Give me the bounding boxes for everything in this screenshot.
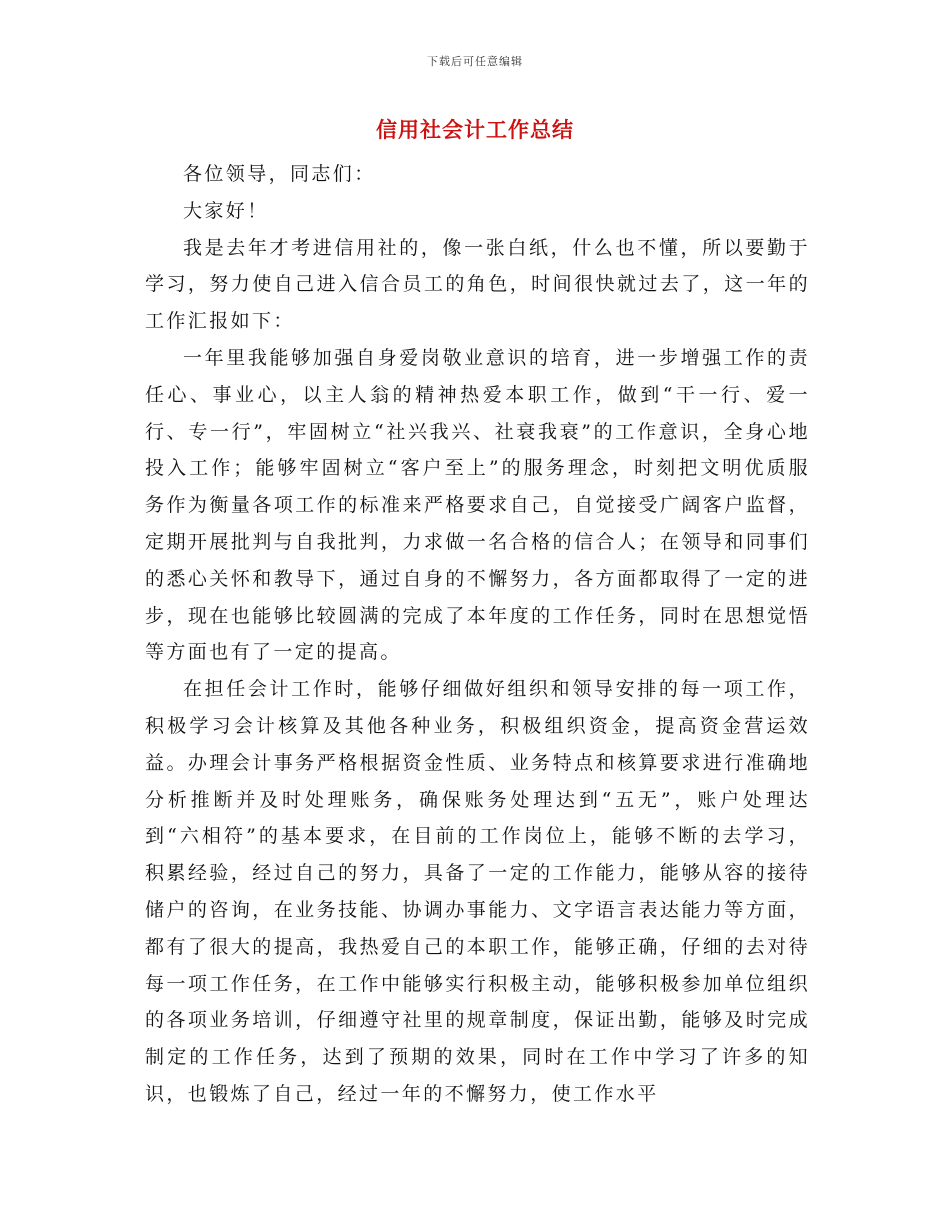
paragraph-intro: 我是去年才考进信用社的，像一张白纸，什么也不懂，所以要勤于学习，努力使自己进入信合员工的角色，时间很快就过去了，这一年的工作汇报如下： bbox=[145, 236, 810, 333]
paragraph-salutation: 各位领导，同志们： bbox=[183, 163, 376, 185]
paragraph-accounting-work: 在担任会计工作时，能够仔细做好组织和领导安排的每一项工作，积极学习会计核算及其他各种业务，积极组织资金，提高资金营运效益。办理会计事务严格根据资金性质、业务特点和核算要求进行准确地分析推断并及时处理账务，确保账务处理达到“五无”，账户处理达到“六相符”的基本要求，在目前的工作岗位上，能够不断的去学习，积累经验，经过自己的努力，具备了一定的工作能力，能够从容的接待储户的咨询，在业务技能、协调办事能力、文字语言表达能力等方面，都有了很大的提高，我热爱自己的本职工作，能够正确，仔细的去对待每一项工作任务，在工作中能够实行积极主动，能够积极参加单位组织的各项业务培训，仔细遵守社里的规章制度，保证出勤，能够及时完成制定的工作任务，达到了预期的效果，同时在工作中学习了许多的知识，也锻炼了自己，经过一年的不懈努力，使工作水平 bbox=[145, 678, 810, 1105]
header-note: 下载后可任意编辑 bbox=[427, 55, 523, 68]
paragraph-greeting: 大家好！ bbox=[183, 199, 269, 222]
paragraph-attitude: 一年里我能够加强自身爱岗敬业意识的培育，进一步增强工作的责任心、事业心，以主人翁的精神热爱本职工作，做到“干一行、爱一行、专一行”，牢固树立“社兴我兴、社衰我衰”的工作意识，全身心地投入工作；能够牢固树立“客户至上”的服务理念，时刻把文明优质服务作为衡量各项工作的标准来严格要求自己，自觉接受广阔客户监督，定期开展批判与自我批判，力求做一名合格的信合人；在领导和同事们的悉心关怀和教导下，通过自身的不懈努力，各方面都取得了一定的进步，现在也能够比较圆满的完成了本年度的工作任务，同时在思想觉悟等方面也有了一定的提高。 bbox=[145, 346, 810, 664]
document-title: 信用社会计工作总结 bbox=[376, 117, 574, 142]
document-body bbox=[145, 156, 810, 1113]
